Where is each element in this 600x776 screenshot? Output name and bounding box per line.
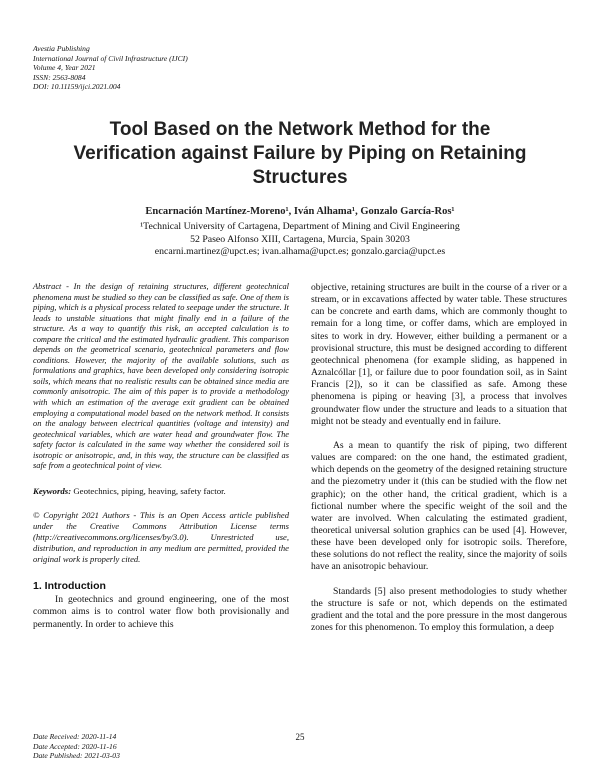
intro-paragraph-continued: objective, retaining structures are built in the course of a river or a stream, or in excavations affected by water table. These structures can be concrete and earth dams, which are commonly thought to remain for a long time, or coffer dams, which are employed in sites to work in dry. However, either building a permanent or a provisional structure, this must be designed according to different geotechnical phenomena (for example sliding, as happened in Aznalcóllar [1], or failure due to poor foundation soil, as in Saint Francis [2]), so it can be classified as safe. Among these phenomena is piping or heaving [3], a process that involves groundwater flow under the structure and leads to a situation that might not be steady and eventually end in failure. [311, 282, 567, 427]
title-line-1: Tool Based on the Network Method for the [109, 119, 491, 140]
keywords [33, 486, 289, 496]
affiliation-line-2: 52 Paseo Alfonso XIII, Cartagena, Murcia, Spain 30203 [190, 233, 410, 245]
title-line-3: Structures [252, 167, 348, 188]
author-emails: encarni.martinez@upct.es; ivan.alhama@upct.es; gonzalo.garcia@upct.es [154, 246, 446, 257]
paper-title [40, 118, 560, 190]
publication-dates [33, 732, 120, 761]
date-published: Date Published: 2021-03-03 [33, 751, 120, 761]
authors: Encarnación Martínez-Moreno¹, Iván Alhama¹, Gonzalo García-Ros¹ [145, 206, 455, 217]
intro-paragraph-2: As a mean to quantify the risk of piping, two different values are compared: on the one hand, the estimated gradient, which depends on the geometry of the designed retaining structure and the piezometry under it (this can be studied with the flow net graphic); on the other hand, the critical gradient, which is a fictional number where the specific weight of the soil and the water are involved. When calculating the estimated gradient, theoretical universal solution graphics can be used [4]. However, these have been developed only for isotropic soils. Therefore, these solutions do not reflect the reality, since the majority of soils have an anisotropic behaviour. [311, 439, 567, 573]
abstract-text: - In the design of retaining structures, different geotechnical phenomena must be studied so they can be classified as safe. One of them is piping, which is a physical process related to seepage under the structure. It leads to unstable situations that might finally end in a failure of the structure. As a way to quantify this risk, an accepted calculation is to compare the critical and the estimated hydraulic gradient. This comparison depends on the geometrical scenario, geotechnical parameters and flow conditions. However, the majority of the available solutions, such as formulations and graphics, have been developed only considering isotropic soils, which means that no realistic results can be obtained since media are commonly anisotropic. The aim of this paper is to provide a methodology with which an estimation of the average exit gradient can be obtained employing a computational model based on the network method. It consists on the analogy between electrical quantities (voltage and intensity) and geotechnical variables, which are water head and groundwater flow. The safety factor is calculated in the same way whether the considered soil is isotropic or anisotropic, and, in this way, the structure can be classified as safe from a geotechnical point of view. [33, 282, 289, 471]
date-received: Date Received: 2020-11-14 [33, 732, 117, 741]
journal-header [33, 44, 188, 92]
publisher: Avestia Publishing [33, 44, 90, 53]
date-accepted: Date Accepted: 2020-11-16 [33, 741, 117, 751]
copyright-notice: © Copyright 2021 Authors - This is an Open Access article published under the Creative Commons Attribution License terms (http://creativecommons.org/licenses/by/3.0). Unrestricted use, distribution, and reproduction in any medium are permitted, provided the original work is properly cited. [33, 509, 289, 565]
section-heading-introduction: 1. Introduction [33, 580, 106, 593]
doi: DOI: 10.11159/ijci.2021.004 [33, 82, 121, 92]
journal-name: International Journal of Civil Infrastructure (IJCI) [33, 53, 188, 63]
right-column [311, 282, 567, 634]
title-line-2: Verification against Failure by Piping on Retaining [73, 143, 527, 164]
left-column [33, 282, 289, 631]
affiliation-line-1: ¹Technical University of Cartagena, Department of Mining and Civil Engineering [140, 221, 460, 232]
page-number: 25 [295, 732, 305, 742]
affiliation [40, 221, 560, 259]
issn: ISSN: 2563-8084 [33, 72, 86, 82]
keywords-label: Keywords: [33, 485, 72, 496]
keywords-text: Geotechnics, piping, heaving, safety factor. [71, 485, 226, 496]
intro-paragraph-1: In geotechnics and ground engineering, one of the most common aims is to control water flow both provisionally and permanently. In order to achieve this [33, 594, 289, 630]
volume: Volume 4, Year 2021 [33, 63, 96, 73]
abstract [33, 282, 289, 472]
abstract-label: Abstract [33, 282, 62, 291]
intro-paragraph-3: Standards [5] also present methodologies to study whether the structure is safe or not, which depends on the estimated gradient and the total and the pore pressure in the most dangerous zones for this phenomenon. To employ this formulation, a deep [311, 585, 567, 634]
